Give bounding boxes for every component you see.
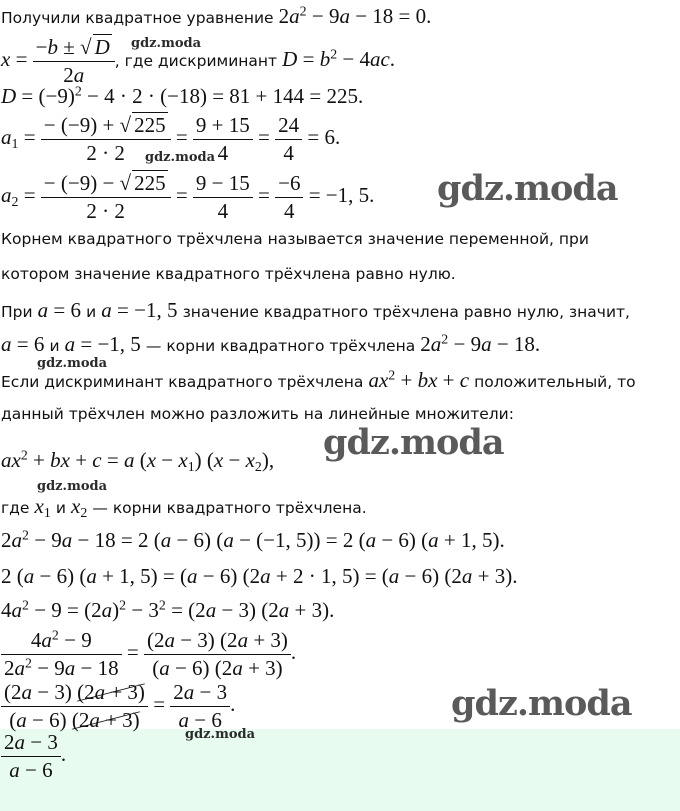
factorization-formula: $ax^2$ + bx + c = a $(x - x_1)$ $(x - x_2)$, xyxy=(1,447,275,475)
factor-step-2: 2 (a − 6) (a + 1, 5) = (a − 6) (2a + 2 · 1, 5) = (a − 6) (2a + 3). xyxy=(1,564,518,588)
definition-line-2: котором значение квадратного трёхчлена равно нулю. xyxy=(1,265,456,283)
root-a2: $a_2$ = $\frac{- (-9) - √ 225}{2 \cdot 2}$ = $\frac{9 - 15}{4}$ = $\frac{-6}{4}$ = −1, 5. xyxy=(1,170,375,223)
formula-where-text: , где дискриминант xyxy=(114,51,278,70)
watermark-big-3: gdz.moda xyxy=(451,683,632,724)
a1-result: = 6. xyxy=(307,124,341,149)
intro-text: Получили квадратное уравнение xyxy=(1,9,274,27)
factor-step-3: $4a^2 - 9 = (2a)^2 - 3^2 = (2a - 3) (2a + 3)$. xyxy=(1,597,335,622)
discriminant-rule-2: данный трёхчлен можно разложить на линейные множители: xyxy=(1,405,514,423)
discriminant-rule-1: Если дискриминант квадратного трёхчлена $ax^2$ + bx + c положительный, то xyxy=(1,367,636,392)
roots-statement: a = 6 и a = −1, 5 — корни квадратного трёхчлена $2a^2 - 9a - 18$. xyxy=(1,331,541,356)
watermark-big-2: gdz.moda xyxy=(323,422,504,463)
discriminant-formula: $D = b^2 - 4ac$. xyxy=(282,46,396,71)
watermark-small-3: gdz.moda xyxy=(37,356,108,371)
root-formula: x = $\frac{-b \pm √ D}{2a}$ xyxy=(1,47,115,71)
cancel-mark-bottom: (2a + 3) xyxy=(71,708,140,732)
root-a1: $a_1$ = $\frac{- (-9) + √ 225}{2 \cdot 2}$ = $\frac{9 + 15}{4}$ = $\frac{24}{4}$ = 6. xyxy=(1,112,341,165)
fraction-step-1: $\frac{4a^2 - 9}{2a^2 - 9a - 18}$ = $\frac{(2a - 3) (2a + 3)}{(a - 6) (2a + 3)}$ . xyxy=(1,628,296,681)
factor-step-1: $2a^2 - 9a - 18 = 2$ (a − 6) (a − (−1, 5)) = 2 (a − 6) (a + 1, 5). xyxy=(1,527,505,552)
intro-line xyxy=(1,4,431,29)
root-a2-line xyxy=(1,170,374,224)
zero-statement: При a = 6 и a = −1, 5 значение квадратного трёхчлена равно нулю, значит, xyxy=(1,298,630,322)
fraction-step-2: $\frac{(2a - 3) (2a + 3)}{(a - 6) (2a + 3)}$ = $\frac{2a - 3}{a - 6}$ . xyxy=(1,680,235,733)
discriminant-calc: $D = (-9)^2 - 4 \cdot 2 \cdot (-18) = 81 + 144 = 225$. xyxy=(1,83,364,108)
watermark-small-5: gdz.moda xyxy=(185,727,256,742)
intro-equation: $2a^2 - 9a - 18 = 0$. xyxy=(278,3,432,28)
cancel-mark-top: (2a + 3) xyxy=(77,680,145,704)
watermark-small-2: gdz.moda xyxy=(145,150,216,165)
watermark-big-1: gdz.moda xyxy=(437,168,618,209)
watermark-small-4: gdz.moda xyxy=(37,479,108,494)
definition-line-1: Корнем квадратного трёхчлена называется значение переменной, при xyxy=(1,230,589,248)
a2-result: = −1, 5. xyxy=(308,182,375,207)
answer-highlight xyxy=(0,729,680,811)
watermark-small-1: gdz.moda xyxy=(131,36,202,51)
final-answer: $\frac{2a - 3}{a - 6}$ . xyxy=(1,730,66,783)
where-roots: где $x_1$ и $x_2$ — корни квадратного трёхчлена. xyxy=(1,494,367,521)
